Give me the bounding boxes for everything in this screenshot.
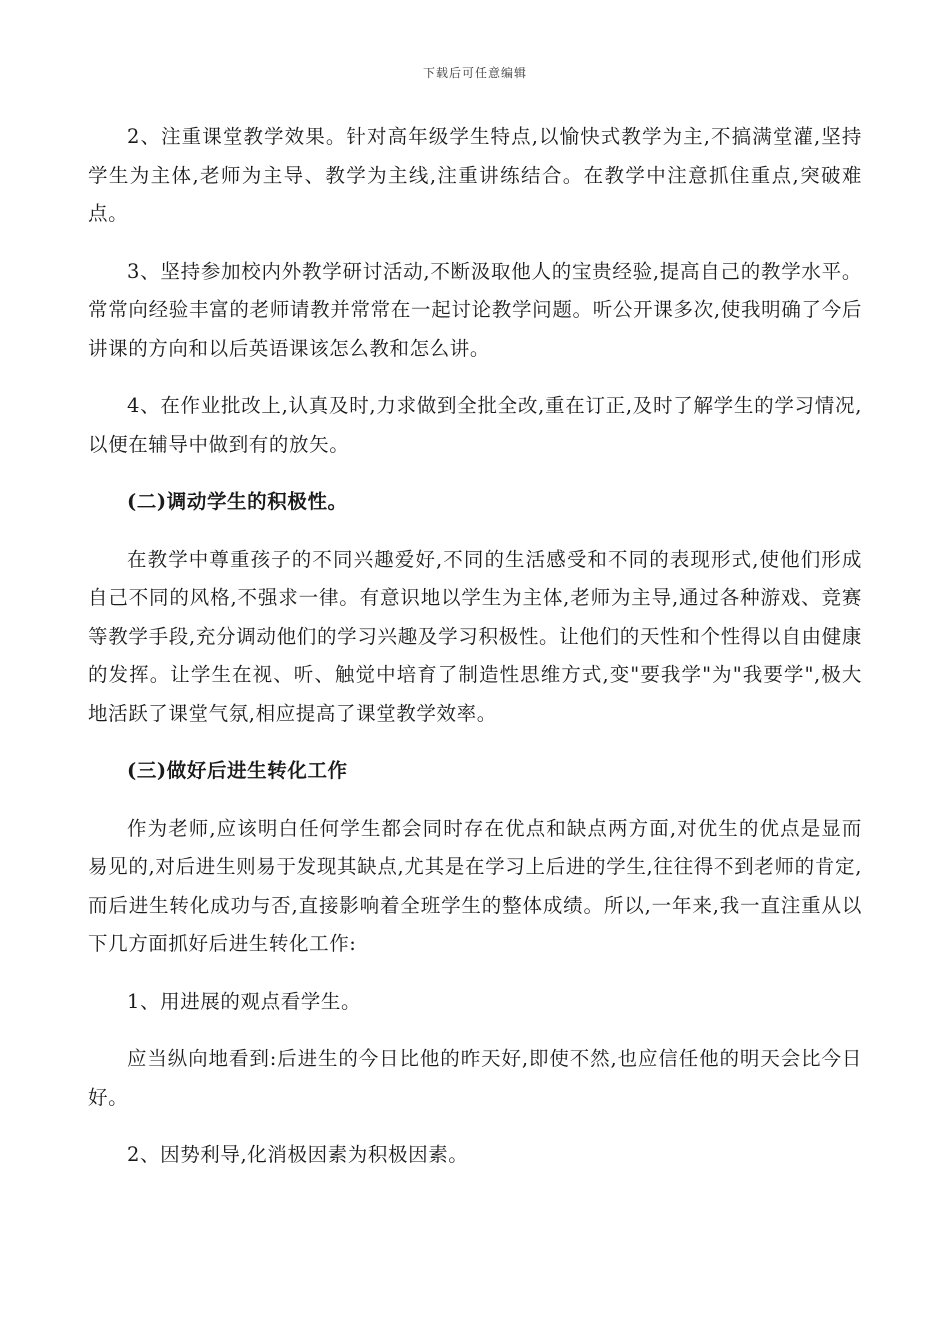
document-body [88,118,862,1194]
section-heading-3: (三)做好后进生转化工作 [127,759,348,782]
paragraph-student-motivation: 在教学中尊重孩子的不同兴趣爱好,不同的生活感受和不同的表现形式,使他们形成自己不同的风格,不强求一律。有意识地以学生为主体,老师为主导,通过各种游戏、竞赛等教学手段,充分调动他们的学习兴趣及学习积极性。让他们的天性和个性得以自由健康的发挥。让学生在视、听、触觉中培育了制造性思维方式,变"要我学"为"我要学",极大地活跃了课堂气氛,相应提高了课堂教学效率。 [88,547,862,725]
paragraph-item-1: 1、用进展的观点看学生。 [127,989,362,1013]
paragraph-item-1-detail: 应当纵向地看到:后进生的今日比他的昨天好,即使不然,也应信任他的明天会比今日好。 [88,1047,862,1109]
section-heading-2: (二)调动学生的积极性。 [127,490,348,513]
paragraph-item-2: 2、因势利导,化消极因素为积极因素。 [127,1143,469,1166]
paragraph-point-3: 3、坚持参加校内外教学研讨活动,不断汲取他人的宝贵经验,提高自己的教学水平。常常向经验丰富的老师请教并常常在一起讨论教学问题。听公开课多次,使我明确了今后讲课的方向和以后英语课该怎么教和怎么讲。 [88,259,862,360]
paragraph-underachiever-intro: 作为老师,应该明白任何学生都会同时存在优点和缺点两方面,对优生的优点是显而易见的,对后进生则易于发现其缺点,尤其是在学习上后进的学生,往往得不到老师的肯定,而后进生转化成功与否,直接影响着全班学生的整体成绩。所以,一年来,我一直注重从以下几方面抓好后进生转化工作: [88,816,862,955]
paragraph-point-2: 2、注重课堂教学效果。针对高年级学生特点,以愉快式教学为主,不搞满堂灌,坚持学生为主体,老师为主导、教学为主线,注重讲练结合。在教学中注意抓住重点,突破难点。 [88,125,862,225]
page-header: 下载后可任意编辑 [422,66,527,80]
paragraph-point-4: 4、在作业批改上,认真及时,力求做到全批全改,重在订正,及时了解学生的学习情况,以便在辅导中做到有的放矢。 [88,394,862,456]
